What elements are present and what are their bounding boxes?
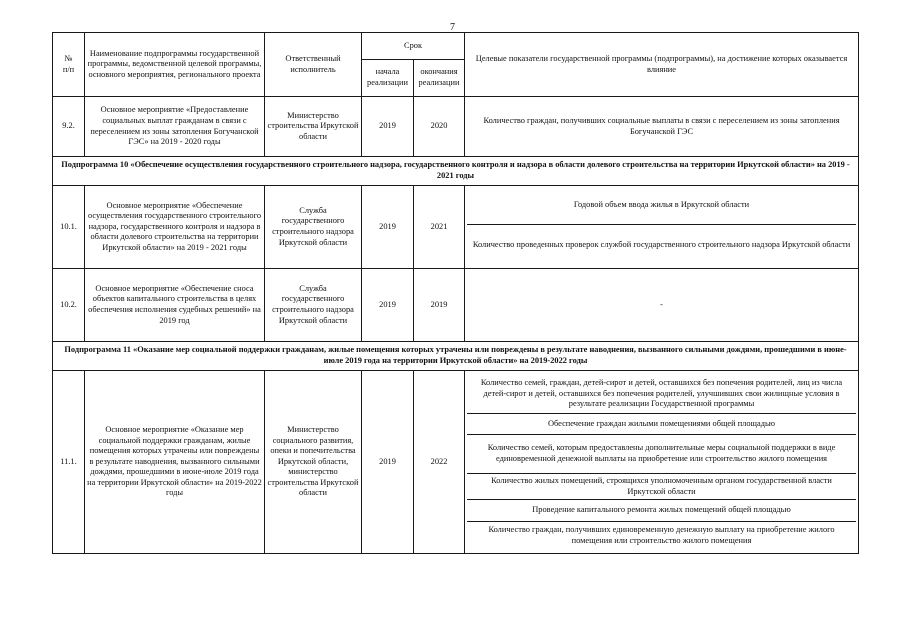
indicator-item: Количество жилых помещений, строящихся уполномоченным органом государственной власти Иркутской области <box>467 473 856 499</box>
header-start: начала реализации <box>362 60 414 97</box>
page-number: 7 <box>450 22 455 33</box>
subprogram-10-title: Подпрограмма 10 «Обеспечение осуществления государственного строительного надзора, государственного контроля и надзора в области долевого строительства на территории Иркутской области» на 2019 - 2021 годы <box>53 157 859 186</box>
row-name: Основное мероприятие «Предоставление социальных выплат гражданам в связи с переселением из зоны затопления Богучанской ГЭС» на 2019 - 2020 годы <box>85 97 265 157</box>
subprogram-11-title: Подпрограмма 11 «Оказание мер социальной поддержки гражданам, жилые помещения которых утрачены или повреждены в результате наводнения, вызванного сильными дождями, прошедшими в июне-июле 2019 года на территории Иркутской области» на 2019-2022 годы <box>53 342 859 371</box>
row-start: 2019 <box>362 269 414 342</box>
table-row-11-1 <box>53 371 859 554</box>
table-row-9-2 <box>53 97 859 157</box>
header-indicators: Целевые показатели государственной программы (подпрограммы), на достижение которых оказывается влияние <box>465 33 859 97</box>
row-end: 2020 <box>414 97 465 157</box>
indicator-item: Количество проведенных проверок службой государственного строительного надзора Иркутской области <box>467 224 856 267</box>
header-term: Срок <box>362 33 465 60</box>
indicator-item: Годовой объем ввода жилья в Иркутской области <box>573 200 750 210</box>
row-end: 2021 <box>414 186 465 269</box>
table-header-row <box>53 33 859 60</box>
indicator-item: Количество семей, граждан, детей-сирот и детей, оставшихся без попечения родителей, лиц из числа детей-сирот и детей, оставшихся без попечения родителей, улучшивших свои жилищные условия в результате реализации Государственной программы <box>480 378 843 409</box>
table-row-10-1 <box>53 186 859 269</box>
subprogram-10-row <box>53 157 859 186</box>
row-end: 2022 <box>414 371 465 554</box>
row-name: Основное мероприятие «Обеспечение сноса объектов капитального строительства в целях обеспечения исполнения судебных решений» на 2019 год <box>85 269 265 342</box>
header-num: № п/п <box>53 33 85 97</box>
row-indicator: - <box>465 269 859 342</box>
row-indicators <box>465 371 859 554</box>
indicator-item: Проведение капитального ремонта жилых помещений общей площадью <box>467 499 856 521</box>
indicator-item: Количество граждан, получивших единовременную денежную выплату на приобретение жилого помещения или строительство жилого помещения <box>467 521 856 549</box>
header-executor: Ответственный исполнитель <box>265 33 362 97</box>
row-executor: Министерство социального развития, опеки и попечительства Иркутской области, министерство строительства Иркутской области <box>265 371 362 554</box>
row-num: 11.1. <box>53 371 85 554</box>
program-table <box>52 32 859 554</box>
subprogram-11-row <box>53 342 859 371</box>
row-num: 10.1. <box>53 186 85 269</box>
row-executor: Служба государственного строительного надзора Иркутской области <box>265 186 362 269</box>
row-start: 2019 <box>362 186 414 269</box>
row-name: Основное мероприятие «Оказание мер социальной поддержки гражданам, жилые помещения которых утрачены или повреждены в результате наводнения, вызванного сильными дождями, прошедшими в июне-июле 2019 года на территории Иркутской области» на 2019-2022 годы <box>85 371 265 554</box>
row-name: Основное мероприятие «Обеспечение осуществления государственного строительного надзора, государственного контроля и надзора в области долевого строительства на территории Иркутской области» на 2019 - 2021 годы <box>85 186 265 269</box>
row-num: 9.2. <box>53 97 85 157</box>
row-indicator: Количество граждан, получивших социальные выплаты в связи с переселением из зоны затопления Богучанской ГЭС <box>465 97 859 157</box>
row-num: 10.2. <box>53 269 85 342</box>
header-name: Наименование подпрограммы государственной программы, ведомственной целевой программы, основного мероприятия, регионального проекта <box>85 33 265 97</box>
row-end: 2019 <box>414 269 465 342</box>
table-row-10-2 <box>53 269 859 342</box>
indicator-item: Обеспечение граждан жилыми помещениями общей площадью <box>467 413 856 434</box>
indicator-item: Количество семей, которым предоставлены дополнительные меры социальной поддержки в виде единовременной денежной выплаты на приобретение или строительство жилого помещения <box>467 434 856 473</box>
row-start: 2019 <box>362 371 414 554</box>
row-executor: Министерство строительства Иркутской области <box>265 97 362 157</box>
row-start: 2019 <box>362 97 414 157</box>
row-executor: Служба государственного строительного надзора Иркутской области <box>265 269 362 342</box>
header-end: окончания реализации <box>414 60 465 97</box>
row-indicators <box>465 186 859 269</box>
